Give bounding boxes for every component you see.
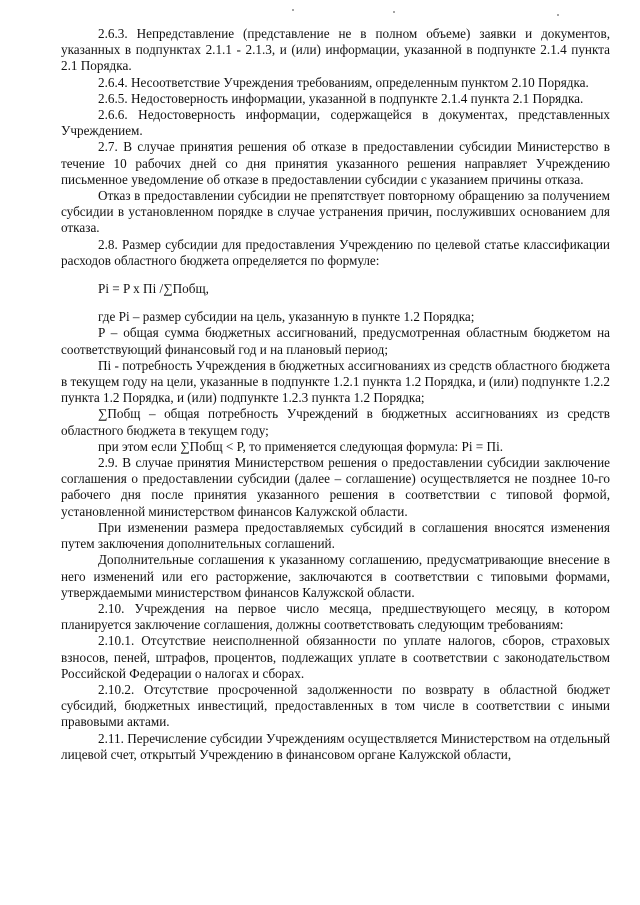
subsidy-formula: Pi = P x Пi /∑Побщ,	[98, 281, 209, 297]
scan-speck	[557, 14, 559, 16]
paragraph-2-7: 2.7. В случае принятия решения об отказе в предоставлении субсидии Министерство в течение 10 рабочих дней со дня принятия указанного решения направляет Учреждению письменное уведомление об отказе в предоставлении субсидии с указанием причины отказа.	[61, 139, 610, 187]
paragraph-additional-agreements: Дополнительные соглашения к указанному соглашению, предусматривающие внесение в него изменений или его расторжение, заключаются в соответствии с типовыми формами, утверждаемыми министерством финансов Калужской области.	[61, 552, 610, 600]
paragraph-2-6-6: 2.6.6. Недостоверность информации, содержащейся в документах, представленных Учреждением.	[61, 107, 610, 139]
formula-term-p: P – общая сумма бюджетных ассигнований, предусмотренная областным бюджетом на соответствующий финансовый год и на плановый период;	[61, 325, 610, 357]
formula-term-pi: где Pi – размер субсидии на цель, указанную в пункте 1.2 Порядка;	[98, 309, 475, 325]
paragraph-amendments: При изменении размера предоставляемых субсидий в соглашения вносятся изменения путем заключения дополнительных соглашений.	[61, 519, 610, 552]
paragraph-2-10-2: 2.10.2. Отсутствие просроченной задолженности по возврату в областной бюджет субсидий, бюджетных инвестиций, предоставленных в том числе в соответствии с иными правовыми актами.	[61, 681, 610, 730]
formula-condition: при этом если ∑Побщ < P, то применяется следующая формула: Pi = Пi.	[98, 438, 504, 454]
paragraph-2-9: 2.9. В случае принятия Министерством решения о предоставлении субсидии заключение соглашения о предоставлении субсидии (далее – соглашение) осуществляется не позднее 10-го рабочего дня после принятия указанного решения в соответствии с типовой формой, установленной министерством финансов Калужской области.	[61, 455, 610, 519]
paragraph-2-8: 2.8. Размер субсидии для предоставления Учреждению по целевой статье классификации расходов областного бюджета определяется по формуле:	[61, 236, 610, 268]
formula-term-need: Пi - потребность Учреждения в бюджетных ассигнованиях из средств областного бюджета в текущем году на цели, указанные в подпункте 1.2.1 пункта 1.2 Порядка, и (или) подпункте 1.2.2 пункта 1.2 Порядка, и (или) подпункте 1.2.3 пункта 1.2 Порядка;	[61, 357, 610, 406]
paragraph-2-6-5: 2.6.5. Недостоверность информации, указанной в подпункте 2.1.4 пункта 2.1 Порядка.	[98, 90, 584, 106]
paragraph-2-6-3: 2.6.3. Непредставление (представление не в полном объеме) заявки и документов, указанных в подпунктах 2.1.1 - 2.1.3, и (или) информации, указанной в подпункте 2.1.4 пункта 2.1 Порядка.	[61, 26, 610, 74]
paragraph-refusal-note: Отказ в предоставлении субсидии не препятствует повторному обращению за получением субсидии в установленном порядке в случае устранения причин, послуживших основанием для отказа.	[61, 188, 610, 236]
paragraph-2-6-4: 2.6.4. Несоответствие Учреждения требованиям, определенным пунктом 2.10 Порядка.	[98, 74, 589, 90]
paragraph-2-10: 2.10. Учреждения на первое число месяца, предшествующего месяцу, в котором планируется заключение соглашения, должны соответствовать следующим требованиям:	[61, 600, 610, 633]
scan-speck	[393, 11, 395, 13]
paragraph-2-10-1: 2.10.1. Отсутствие неисполненной обязанности по уплате налогов, сборов, страховых взносов, пеней, штрафов, процентов, подлежащих уплате в соответствии с законодательством Российской Федерации о налогах и сборах.	[61, 633, 610, 681]
scan-speck	[292, 9, 294, 11]
formula-term-total-need: ∑Побщ – общая потребность Учреждений в бюджетных ассигнованиях из средств областного бюджета в текущем году;	[61, 406, 610, 438]
paragraph-2-11: 2.11. Перечисление субсидии Учреждениям осуществляется Министерством на отдельный лицевой счет, открытый Учреждению в финансовом органе Калужской области,	[61, 730, 610, 762]
